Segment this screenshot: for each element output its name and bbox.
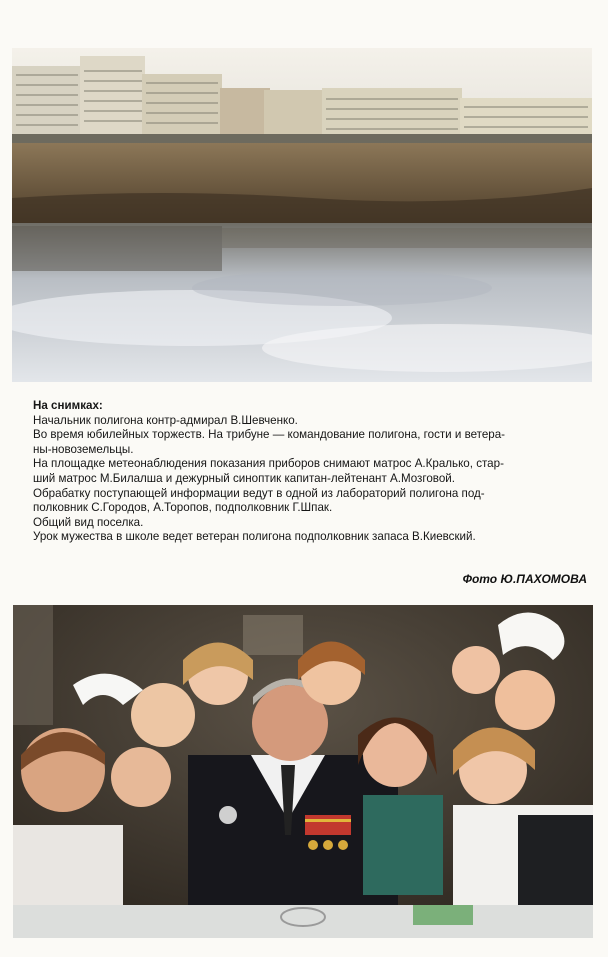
caption-line: ший матрос М.Билалша и дежурный синоптик капитан-лейтенант А.Мозговой. — [33, 471, 455, 485]
caption-line: Общий вид поселка. — [33, 515, 144, 529]
caption-line: ны-новоземельцы. — [33, 442, 134, 456]
photo-captions — [33, 399, 588, 545]
caption-line: Во время юбилейных торжеств. На трибуне — командование полигона, гости и ветера- — [33, 428, 506, 442]
caption-line: полковник С.Городов, А.Торопов, подполковник Г.Шпак. — [33, 501, 333, 515]
photo-credit: Фото Ю.ПАХОМОВА — [462, 572, 587, 586]
settlement-by-lake-icon — [12, 48, 592, 382]
caption-heading: На снимках: — [33, 399, 103, 412]
caption-line: Начальник полигона контр-адмирал В.Шевченко. — [33, 413, 298, 427]
officer-with-schoolchildren-icon — [13, 605, 593, 938]
settlement-photo — [12, 48, 592, 382]
caption-line: Обрабатку поступающей информации ведут в одной из лабораторий полигона под- — [33, 486, 485, 500]
caption-line: На площадке метеонаблюдения показания приборов снимают матрос А.Кралько, стар- — [33, 457, 504, 471]
caption-line: Урок мужества в школе ведет ветеран полигона подполковник запаса В.Киевский. — [33, 530, 476, 544]
classroom-photo — [13, 605, 593, 938]
